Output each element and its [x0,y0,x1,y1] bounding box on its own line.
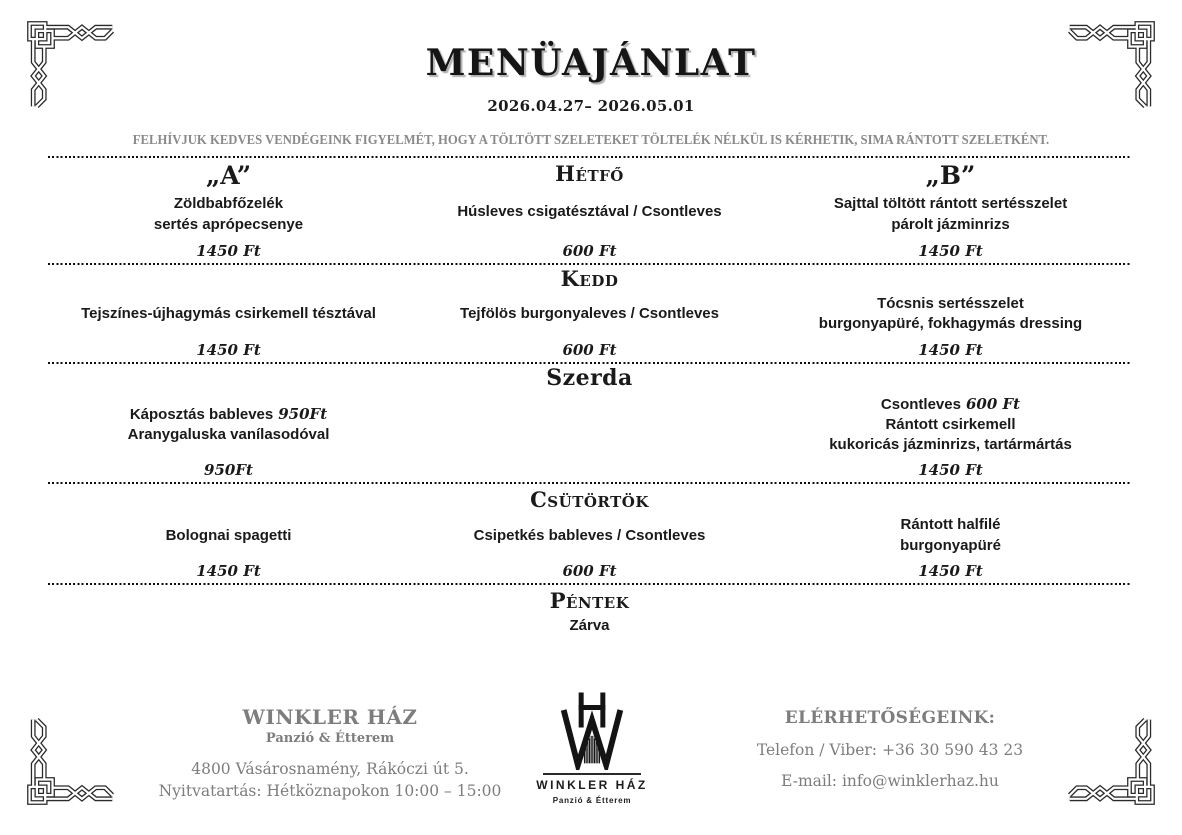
corner-ornament-top-right-icon [1066,16,1158,112]
menu-body [48,156,1131,634]
menu-a-cell [48,511,409,580]
dish-line: Tejszínes-újhagymás csirkemell tésztával [81,305,376,323]
column-b-label: „B” [925,161,976,190]
menu-a-cell [48,390,409,480]
price: 1450 Ft [196,242,261,260]
menu-b-cell [770,163,1131,260]
price: 950Ft [204,461,253,480]
business-subtitle: Panzió & Étterem [265,731,395,746]
day-name: Csütörtök [530,487,649,513]
price: 1450 Ft [196,561,261,580]
price: 1450 Ft [918,340,983,359]
dish-line: burgonyapüré [900,536,1001,554]
menu-b-cell [770,390,1131,480]
dish-line: Sajttal töltött rántott sertésszelet [833,195,1068,213]
inline-price: 600 Ft [965,394,1021,413]
day-section-tuesday [48,265,1131,362]
dish-line: Tejfölös burgonyaleves / Csontleves [460,305,719,323]
dish-line: kukoricás jázminrizs, tartármártás [829,436,1072,454]
dish-line: Aranygaluska vanílasodóval [127,426,330,444]
day-name: Szerda [546,364,633,391]
contact-info [738,708,1042,790]
dish-line: sertés aprópecsenye [153,215,304,233]
day-section-thursday [48,484,1131,583]
phone-line: Telefon / Viber: +36 30 590 43 23 [756,741,1024,759]
dish-line: Húsleves csigatésztával / Csontleves [457,203,722,221]
soup-cell-empty [409,390,770,480]
dish-line: Rántott csirkemell [885,415,1016,433]
logo-divider [543,773,641,775]
logo-subtitle: Panzió & Étterem [552,796,632,805]
day-section-monday [48,158,1131,263]
menu-b-cell [770,290,1131,359]
date-range: 2026.04.27– 2026.05.01 [487,97,695,115]
price: 1450 Ft [918,242,983,260]
business-info [148,705,512,800]
email-line: E-mail: info@winklerhaz.hu [781,772,999,790]
inline-price: 950Ft [278,404,328,423]
hw-monogram-icon [544,690,640,770]
logo-name: WINKLER HÁZ [536,778,648,792]
price: 1450 Ft [918,461,983,480]
business-name: WINKLER HÁZ [242,705,418,729]
price: 600 Ft [562,242,617,260]
day-section-wednesday [48,364,1131,483]
price: 600 Ft [562,340,617,359]
dish-line: Tócsnis sertésszelet [877,295,1024,313]
dish-text: Káposztás bableves [129,405,274,423]
dish-line: Bolognai spagetti [165,526,292,544]
menu-a-cell [48,290,409,359]
price: 1450 Ft [196,340,261,359]
dish-line [829,394,1072,415]
menu-b-cell [770,511,1131,580]
dish-line: párolt jázminrizs [891,215,1010,233]
day-name: Kedd [560,266,619,291]
dish-line: Rántott halfilé [900,516,1001,534]
soup-cell [409,163,770,260]
menu-a-cell [48,163,409,260]
page-title: MENÜAJÁNLAT [425,42,757,84]
dish-line: burgonyapüré, fokhagymás dressing [818,315,1083,333]
price: 1450 Ft [918,561,983,580]
dish-text: Csontleves [880,395,961,413]
price: 600 Ft [562,561,617,580]
dish-line: Csipetkés bableves / Csontleves [473,526,706,544]
day-section-friday [48,585,1131,634]
contact-heading: ELÉRHETŐSÉGEINK: [784,708,996,728]
business-address: 4800 Vásárosnamény, Rákóczi út 5. [191,760,469,778]
corner-ornament-top-left-icon [24,16,116,112]
menu-header [0,0,1182,148]
dish-line: Zöldbabfőzelék [173,195,284,213]
day-name: Hétfő [555,161,624,186]
corner-ornament-bottom-left-icon [24,714,116,810]
corner-ornament-bottom-right-icon [1066,714,1158,810]
soup-cell [409,290,770,359]
closed-status: Zárva [569,616,610,634]
column-a-label: „A” [205,161,252,190]
day-name: Péntek [549,587,630,613]
dish-line [128,404,330,425]
notice-text: FELHÍVJUK KEDVES VENDÉGEINK FIGYELMÉT, HOGY A TÖLTÖTT SZELETEKET TÖLTELÉK NÉLKÜL IS KÉRHETIK, SIMA RÁNTOTT SZELETKÉNT. [132,132,1050,147]
winkler-haz-logo [527,690,657,805]
opening-hours: Nyitvatartás: Hétköznapokon 10:00 – 15:00 [158,782,502,800]
soup-cell [409,511,770,580]
